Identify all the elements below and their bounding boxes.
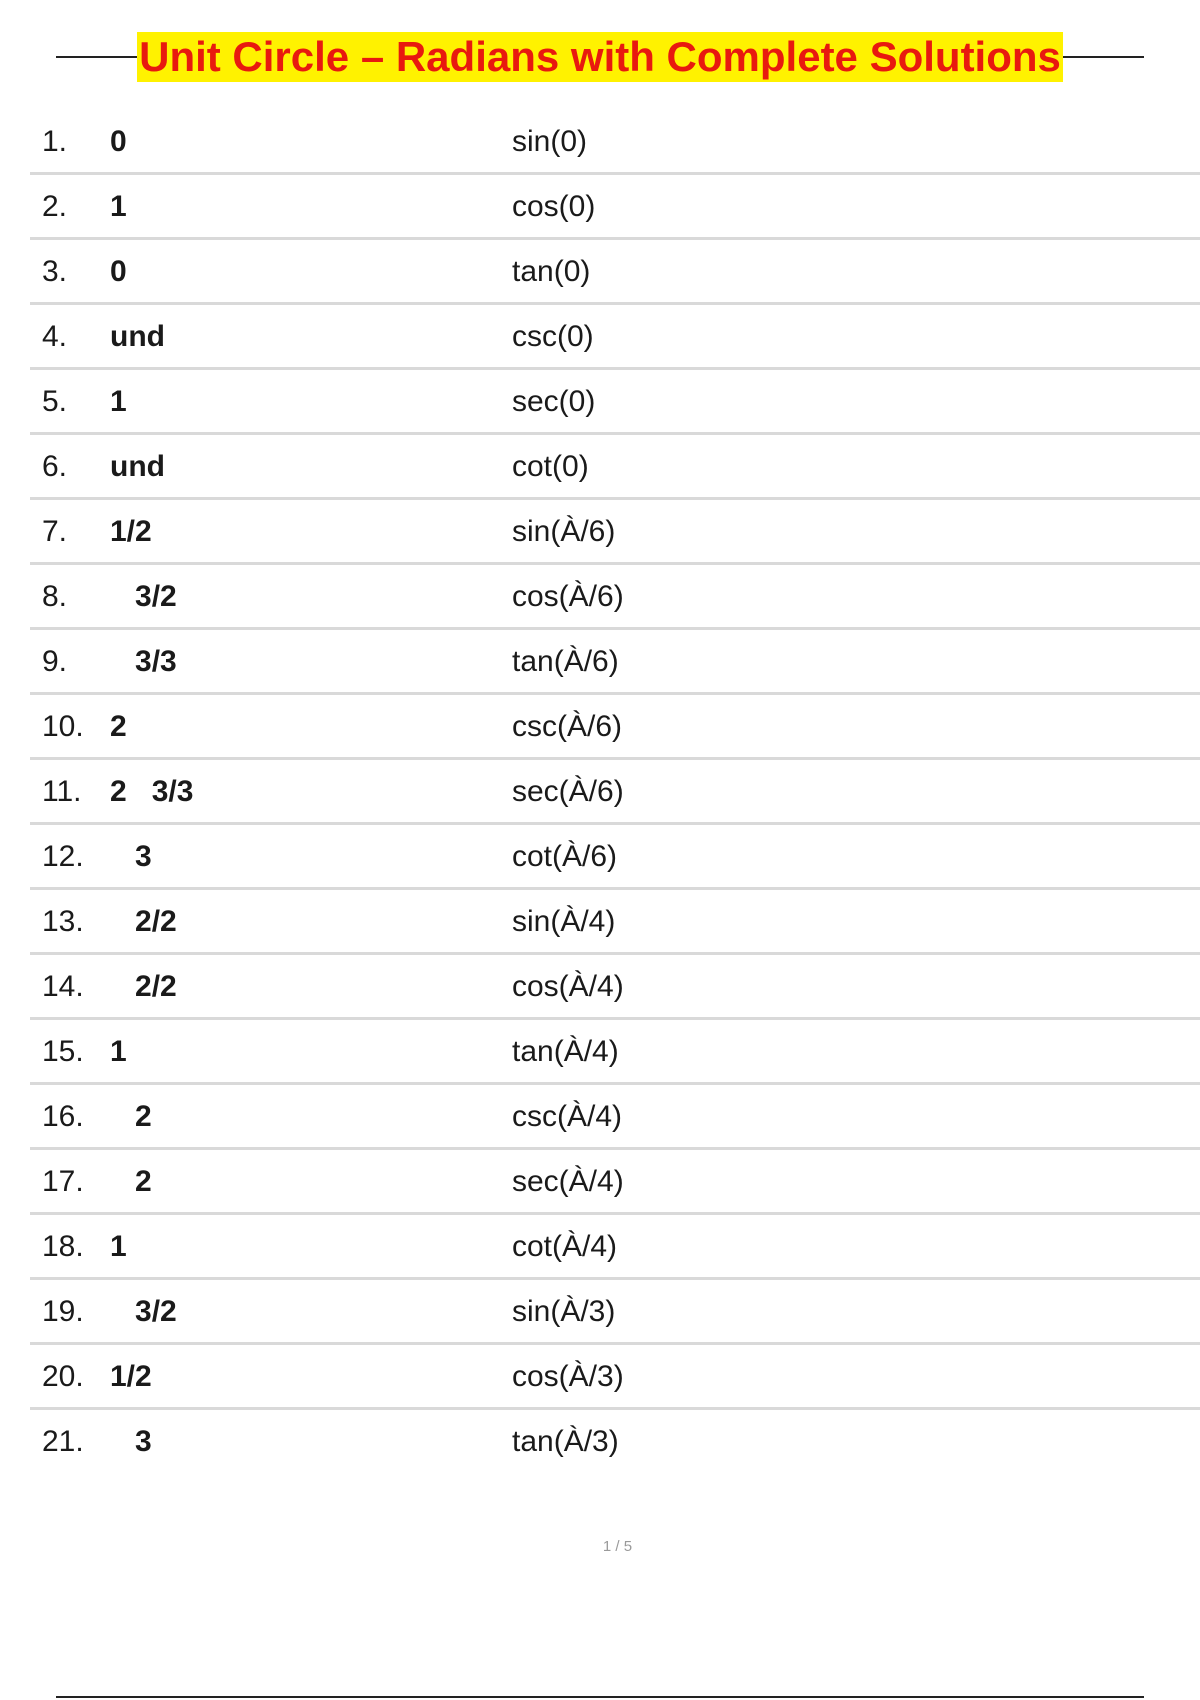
item-number: 13. [42, 905, 84, 938]
item-answer: 0 [110, 255, 127, 288]
item-question: sin(À/3) [512, 1295, 616, 1328]
item-question: cos(À/6) [512, 580, 624, 613]
item-answer: und [110, 450, 165, 483]
item-question: tan(À/4) [512, 1035, 619, 1068]
item-question: cot(À/4) [512, 1230, 618, 1263]
item-answer: 3 [110, 1425, 152, 1458]
item-answer: 1 [110, 1035, 127, 1068]
item-question: cos(À/3) [512, 1360, 624, 1393]
item-answer: 1 [110, 385, 127, 418]
item-number: 21. [42, 1425, 84, 1458]
item-question: sin(0) [512, 125, 588, 158]
item-question: csc(À/6) [512, 710, 623, 743]
item-answer: 1/2 [110, 515, 152, 548]
list-item [30, 760, 1200, 825]
item-question: sin(À/4) [512, 905, 616, 938]
list-item [30, 825, 1200, 890]
item-answer: 0 [110, 125, 127, 158]
item-answer: 1 [110, 1230, 127, 1263]
list-item [30, 890, 1200, 955]
list-item [30, 1280, 1200, 1345]
item-answer: 2 [110, 1100, 152, 1133]
bottom-rule [56, 1696, 1144, 1698]
item-question: tan(0) [512, 255, 591, 288]
item-number: 2. [42, 190, 68, 223]
item-answer: und [110, 320, 165, 353]
item-question: cot(0) [512, 450, 589, 483]
title-rule-right [1063, 56, 1144, 58]
item-number: 6. [42, 450, 68, 483]
item-question: sec(0) [512, 385, 596, 418]
list-item [30, 500, 1200, 565]
item-question: sin(À/6) [512, 515, 616, 548]
page-indicator: 1 / 5 [602, 1538, 633, 1555]
list-item [30, 565, 1200, 630]
item-number: 3. [42, 255, 68, 288]
list-item [30, 110, 1200, 175]
item-question: tan(À/6) [512, 645, 619, 678]
item-question: cot(À/6) [512, 840, 618, 873]
list-item [30, 175, 1200, 240]
item-answer: 2 [110, 1165, 152, 1198]
item-question: tan(À/3) [512, 1425, 619, 1458]
item-number: 1. [42, 125, 68, 158]
item-question: cos(0) [512, 190, 596, 223]
list-item [30, 1150, 1200, 1215]
item-number: 8. [42, 580, 68, 613]
item-answer: 2/2 [110, 970, 177, 1003]
item-question: cos(À/4) [512, 970, 624, 1003]
list-item [30, 1345, 1200, 1410]
solutions-list [30, 110, 1200, 1475]
item-answer: 1/2 [110, 1360, 152, 1393]
list-item [30, 370, 1200, 435]
list-item [30, 630, 1200, 695]
item-number: 10. [42, 710, 84, 743]
item-answer: 3/2 [110, 580, 177, 613]
item-answer: 2 [110, 710, 127, 743]
list-item [30, 695, 1200, 760]
item-number: 15. [42, 1035, 84, 1068]
item-question: csc(À/4) [512, 1100, 623, 1133]
item-answer: 2 3/3 [110, 775, 194, 808]
item-question: sec(À/4) [512, 1165, 624, 1198]
item-number: 12. [42, 840, 84, 873]
item-answer: 3/3 [110, 645, 177, 678]
page-title: Unit Circle – Radians with Complete Solutions [139, 33, 1061, 80]
list-item [30, 955, 1200, 1020]
item-answer: 3/2 [110, 1295, 177, 1328]
list-item [30, 1020, 1200, 1085]
item-answer: 2/2 [110, 905, 177, 938]
list-item [30, 1085, 1200, 1150]
item-question: csc(0) [512, 320, 594, 353]
item-number: 4. [42, 320, 68, 353]
list-item [30, 435, 1200, 500]
list-item [30, 240, 1200, 305]
item-number: 5. [42, 385, 68, 418]
list-item [30, 1215, 1200, 1280]
item-number: 20. [42, 1360, 84, 1393]
list-item [30, 1410, 1200, 1475]
item-number: 11. [42, 775, 82, 808]
item-number: 18. [42, 1230, 84, 1263]
item-number: 14. [42, 970, 84, 1003]
list-item [30, 305, 1200, 370]
item-number: 9. [42, 645, 68, 678]
item-answer: 3 [110, 840, 152, 873]
item-question: sec(À/6) [512, 775, 624, 808]
item-number: 16. [42, 1100, 84, 1133]
item-answer: 1 [110, 190, 127, 223]
item-number: 7. [42, 515, 68, 548]
item-number: 17. [42, 1165, 84, 1198]
title-rule-left [56, 56, 137, 58]
title-bar [56, 30, 1144, 84]
item-number: 19. [42, 1295, 84, 1328]
